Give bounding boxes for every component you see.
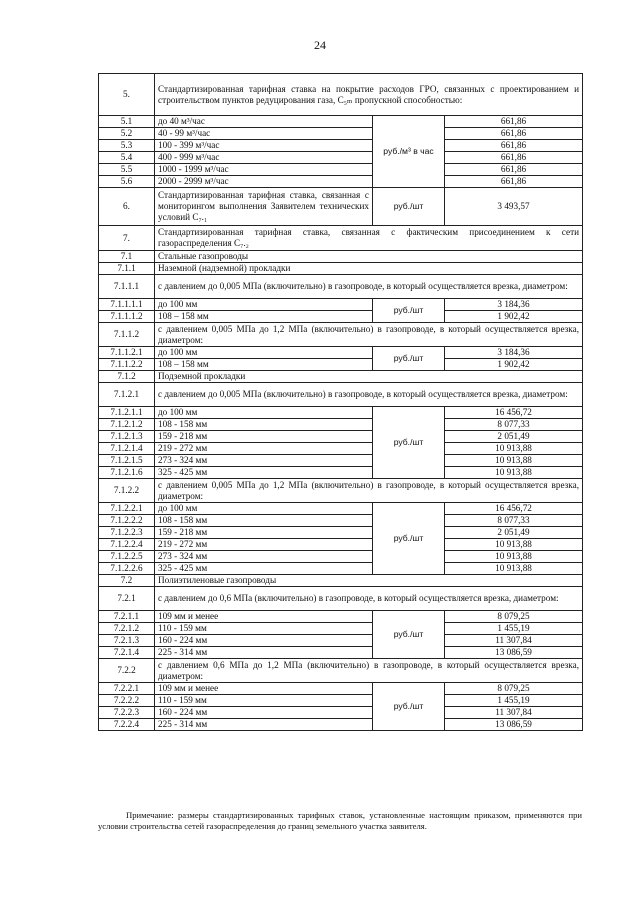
row-code: 7.1.1.1.2 bbox=[99, 311, 155, 323]
row-description: 225 - 314 мм bbox=[155, 647, 373, 659]
unit-cell: руб./шт bbox=[373, 683, 445, 731]
row-code: 5.1 bbox=[99, 116, 155, 128]
row-value: 3 184,36 bbox=[445, 347, 583, 359]
table-row bbox=[99, 707, 583, 719]
row-value: 10 913,88 bbox=[445, 551, 583, 563]
section-header-row bbox=[99, 659, 583, 683]
row-code: 5.5 bbox=[99, 164, 155, 176]
section-title: Полиэтиленовые газопроводы bbox=[155, 575, 583, 587]
table-row bbox=[99, 539, 583, 551]
row-description: 110 - 159 мм bbox=[155, 623, 373, 635]
table-row bbox=[99, 683, 583, 695]
row-value: 10 913,88 bbox=[445, 467, 583, 479]
section-title: с давлением 0,005 МПа до 1,2 МПа (включительно) в газопроводе, в который осуществляется врезка, диаметром: bbox=[155, 323, 583, 347]
section-header-row bbox=[99, 479, 583, 503]
row-code: 5.4 bbox=[99, 152, 155, 164]
row-value: 661,86 bbox=[445, 128, 583, 140]
row-code: 7.1.2 bbox=[99, 371, 155, 383]
row-value: 16 456,72 bbox=[445, 407, 583, 419]
row-code: 5.2 bbox=[99, 128, 155, 140]
section-title: с давлением до 0,005 МПа (включительно) в газопроводе, в который осуществляется врезка, диаметром: bbox=[155, 383, 583, 407]
row-code: 7.1.2.2.4 bbox=[99, 539, 155, 551]
table-row bbox=[99, 503, 583, 515]
table-row bbox=[99, 128, 583, 140]
table-row bbox=[99, 188, 583, 226]
section-title: с давлением до 0,005 МПа (включительно) в газопроводе, в который осуществляется врезка, диаметром: bbox=[155, 275, 583, 299]
row-value: 1 902,42 bbox=[445, 359, 583, 371]
footnote: Примечание: размеры стандартизированных тарифных ставок, установленные настоящим приказом, применяются при условии строительства сетей газораспределения до границ земельного участка заявителя. bbox=[98, 810, 582, 831]
row-code: 7.1.2.2.5 bbox=[99, 551, 155, 563]
row-value: 3 184,36 bbox=[445, 299, 583, 311]
row-value: 10 913,88 bbox=[445, 539, 583, 551]
section-header-row bbox=[99, 587, 583, 611]
table-row bbox=[99, 431, 583, 443]
table-row bbox=[99, 719, 583, 731]
table-row bbox=[99, 635, 583, 647]
unit-cell: руб./шт bbox=[373, 347, 445, 371]
row-code: 7.1.2.2 bbox=[99, 479, 155, 503]
row-value: 11 307,84 bbox=[445, 635, 583, 647]
unit-cell: руб./шт bbox=[373, 188, 445, 226]
table-row bbox=[99, 164, 583, 176]
row-value: 8 079,25 bbox=[445, 683, 583, 695]
row-value: 2 051,49 bbox=[445, 431, 583, 443]
row-code: 5. bbox=[99, 74, 155, 116]
table-row bbox=[99, 347, 583, 359]
row-description: 109 мм и менее bbox=[155, 611, 373, 623]
row-value: 661,86 bbox=[445, 140, 583, 152]
row-value: 8 079,25 bbox=[445, 611, 583, 623]
row-description: до 100 мм bbox=[155, 347, 373, 359]
row-value: 10 913,88 bbox=[445, 563, 583, 575]
row-description: 108 – 158 мм bbox=[155, 311, 373, 323]
row-description: до 100 мм bbox=[155, 503, 373, 515]
row-code: 7.2.1.1 bbox=[99, 611, 155, 623]
section-header-row bbox=[99, 226, 583, 251]
row-code: 5.3 bbox=[99, 140, 155, 152]
section-title: Стандартизированная тарифная ставка, связанная с фактическим присоединением к сети газораспределения C₇.₂ bbox=[155, 226, 583, 251]
section-title: с давлением до 0,6 МПа (включительно) в газопроводе, в который осуществляется врезка, диаметром: bbox=[155, 587, 583, 611]
tariff-table-body bbox=[99, 74, 583, 731]
row-code: 7.1.2.1.3 bbox=[99, 431, 155, 443]
table-row bbox=[99, 647, 583, 659]
section-header-row bbox=[99, 263, 583, 275]
row-description: 108 - 158 мм bbox=[155, 515, 373, 527]
row-code: 6. bbox=[99, 188, 155, 226]
row-code: 7.1 bbox=[99, 251, 155, 263]
row-code: 7.1.1.2 bbox=[99, 323, 155, 347]
section-header-row bbox=[99, 275, 583, 299]
row-value: 10 913,88 bbox=[445, 455, 583, 467]
row-value: 1 455,19 bbox=[445, 623, 583, 635]
section-header-row bbox=[99, 323, 583, 347]
row-value: 1 902,42 bbox=[445, 311, 583, 323]
row-code: 7.1.1.2.1 bbox=[99, 347, 155, 359]
row-description: 325 - 425 мм bbox=[155, 467, 373, 479]
unit-cell: руб./шт bbox=[373, 407, 445, 479]
row-description: 225 - 314 мм bbox=[155, 719, 373, 731]
row-description: 108 – 158 мм bbox=[155, 359, 373, 371]
row-value: 10 913,88 bbox=[445, 443, 583, 455]
row-description: 108 - 158 мм bbox=[155, 419, 373, 431]
row-code: 7.1.2.1.4 bbox=[99, 443, 155, 455]
table-row bbox=[99, 140, 583, 152]
row-description: 2000 - 2999 м³/час bbox=[155, 176, 373, 188]
table-row bbox=[99, 419, 583, 431]
section-title: Стандартизированная тарифная ставка на покрытие расходов ГРО, связанных с проектированием и строительством пунктов редуцирования газа, C₅ₘ пропускной способностью: bbox=[155, 74, 583, 116]
row-description: 160 - 224 мм bbox=[155, 707, 373, 719]
row-code: 7.1.2.2.2 bbox=[99, 515, 155, 527]
row-code: 7.2.1 bbox=[99, 587, 155, 611]
row-code: 7.1.2.2.6 bbox=[99, 563, 155, 575]
row-value: 1 455,19 bbox=[445, 695, 583, 707]
row-value: 661,86 bbox=[445, 164, 583, 176]
row-code: 7.1.2.1.6 bbox=[99, 467, 155, 479]
table-row bbox=[99, 551, 583, 563]
table-row bbox=[99, 515, 583, 527]
page-number: 24 bbox=[314, 38, 326, 52]
row-description: 159 - 218 мм bbox=[155, 527, 373, 539]
row-description: 400 - 999 м³/час bbox=[155, 152, 373, 164]
row-description: 110 - 159 мм bbox=[155, 695, 373, 707]
section-header-row bbox=[99, 575, 583, 587]
section-title: Подземной прокладки bbox=[155, 371, 583, 383]
row-code: 7.1.1 bbox=[99, 263, 155, 275]
row-code: 7.2 bbox=[99, 575, 155, 587]
row-value: 661,86 bbox=[445, 116, 583, 128]
table-row bbox=[99, 527, 583, 539]
section-header-row bbox=[99, 371, 583, 383]
row-code: 7. bbox=[99, 226, 155, 251]
table-row bbox=[99, 467, 583, 479]
row-value: 8 077,33 bbox=[445, 515, 583, 527]
row-code: 7.1.1.1.1 bbox=[99, 299, 155, 311]
row-code: 7.2.1.4 bbox=[99, 647, 155, 659]
row-code: 7.1.2.2.1 bbox=[99, 503, 155, 515]
row-value: 661,86 bbox=[445, 152, 583, 164]
row-description: 325 - 425 мм bbox=[155, 563, 373, 575]
row-description: 219 - 272 мм bbox=[155, 539, 373, 551]
table-row bbox=[99, 695, 583, 707]
row-value: 2 051,49 bbox=[445, 527, 583, 539]
row-code: 7.2.2.1 bbox=[99, 683, 155, 695]
table-row bbox=[99, 455, 583, 467]
row-description: 1000 - 1999 м³/час bbox=[155, 164, 373, 176]
row-code: 7.1.2.2.3 bbox=[99, 527, 155, 539]
row-value: 13 086,59 bbox=[445, 647, 583, 659]
row-code: 7.2.2.4 bbox=[99, 719, 155, 731]
table-row bbox=[99, 116, 583, 128]
row-description: Стандартизированная тарифная ставка, связанная с мониторингом выполнения Заявителем технических условий C₇.₁ bbox=[155, 188, 373, 226]
table-row bbox=[99, 611, 583, 623]
row-description: 40 - 99 м³/час bbox=[155, 128, 373, 140]
row-description: до 40 м³/час bbox=[155, 116, 373, 128]
row-code: 7.2.2.3 bbox=[99, 707, 155, 719]
unit-cell: руб./шт bbox=[373, 503, 445, 575]
tariff-table bbox=[98, 73, 583, 731]
row-description: 219 - 272 мм bbox=[155, 443, 373, 455]
section-title: с давлением 0,6 МПа до 1,2 МПа (включительно) в газопроводе, в который осуществляется врезка, диаметром: bbox=[155, 659, 583, 683]
table-row bbox=[99, 311, 583, 323]
row-value: 3 493,57 bbox=[445, 188, 583, 226]
table-row bbox=[99, 443, 583, 455]
row-code: 7.1.2.1 bbox=[99, 383, 155, 407]
row-description: до 100 мм bbox=[155, 407, 373, 419]
row-description: 100 - 399 м³/час bbox=[155, 140, 373, 152]
table-row bbox=[99, 563, 583, 575]
unit-cell: руб./шт bbox=[373, 611, 445, 659]
row-code: 7.1.1.1 bbox=[99, 275, 155, 299]
row-description: 109 мм и менее bbox=[155, 683, 373, 695]
section-title: Стальные газопроводы bbox=[155, 251, 583, 263]
row-value: 16 456,72 bbox=[445, 503, 583, 515]
row-description: 273 - 324 мм bbox=[155, 551, 373, 563]
section-header-row bbox=[99, 251, 583, 263]
table-row bbox=[99, 152, 583, 164]
row-code: 7.1.1.2.2 bbox=[99, 359, 155, 371]
row-value: 661,86 bbox=[445, 176, 583, 188]
section-title: Наземной (надземной) прокладки bbox=[155, 263, 583, 275]
unit-cell: руб./шт bbox=[373, 299, 445, 323]
row-code: 7.2.2.2 bbox=[99, 695, 155, 707]
row-value: 8 077,33 bbox=[445, 419, 583, 431]
row-code: 7.1.2.1.2 bbox=[99, 419, 155, 431]
row-code: 7.2.2 bbox=[99, 659, 155, 683]
row-code: 5.6 bbox=[99, 176, 155, 188]
row-code: 7.2.1.3 bbox=[99, 635, 155, 647]
row-code: 7.1.2.1.1 bbox=[99, 407, 155, 419]
section-header-row bbox=[99, 383, 583, 407]
row-value: 13 086,59 bbox=[445, 719, 583, 731]
row-description: 273 - 324 мм bbox=[155, 455, 373, 467]
table-row bbox=[99, 176, 583, 188]
table-row bbox=[99, 299, 583, 311]
section-title: с давлением 0,005 МПа до 1,2 МПа (включительно) в газопроводе, в который осуществляется врезка, диаметром: bbox=[155, 479, 583, 503]
row-description: 160 - 224 мм bbox=[155, 635, 373, 647]
section-header-row bbox=[99, 74, 583, 116]
row-code: 7.1.2.1.5 bbox=[99, 455, 155, 467]
row-description: 159 - 218 мм bbox=[155, 431, 373, 443]
table-row bbox=[99, 359, 583, 371]
table-row bbox=[99, 407, 583, 419]
row-description: до 100 мм bbox=[155, 299, 373, 311]
row-code: 7.2.1.2 bbox=[99, 623, 155, 635]
unit-cell: руб./м³ в час bbox=[373, 116, 445, 188]
table-row bbox=[99, 623, 583, 635]
row-value: 11 307,84 bbox=[445, 707, 583, 719]
